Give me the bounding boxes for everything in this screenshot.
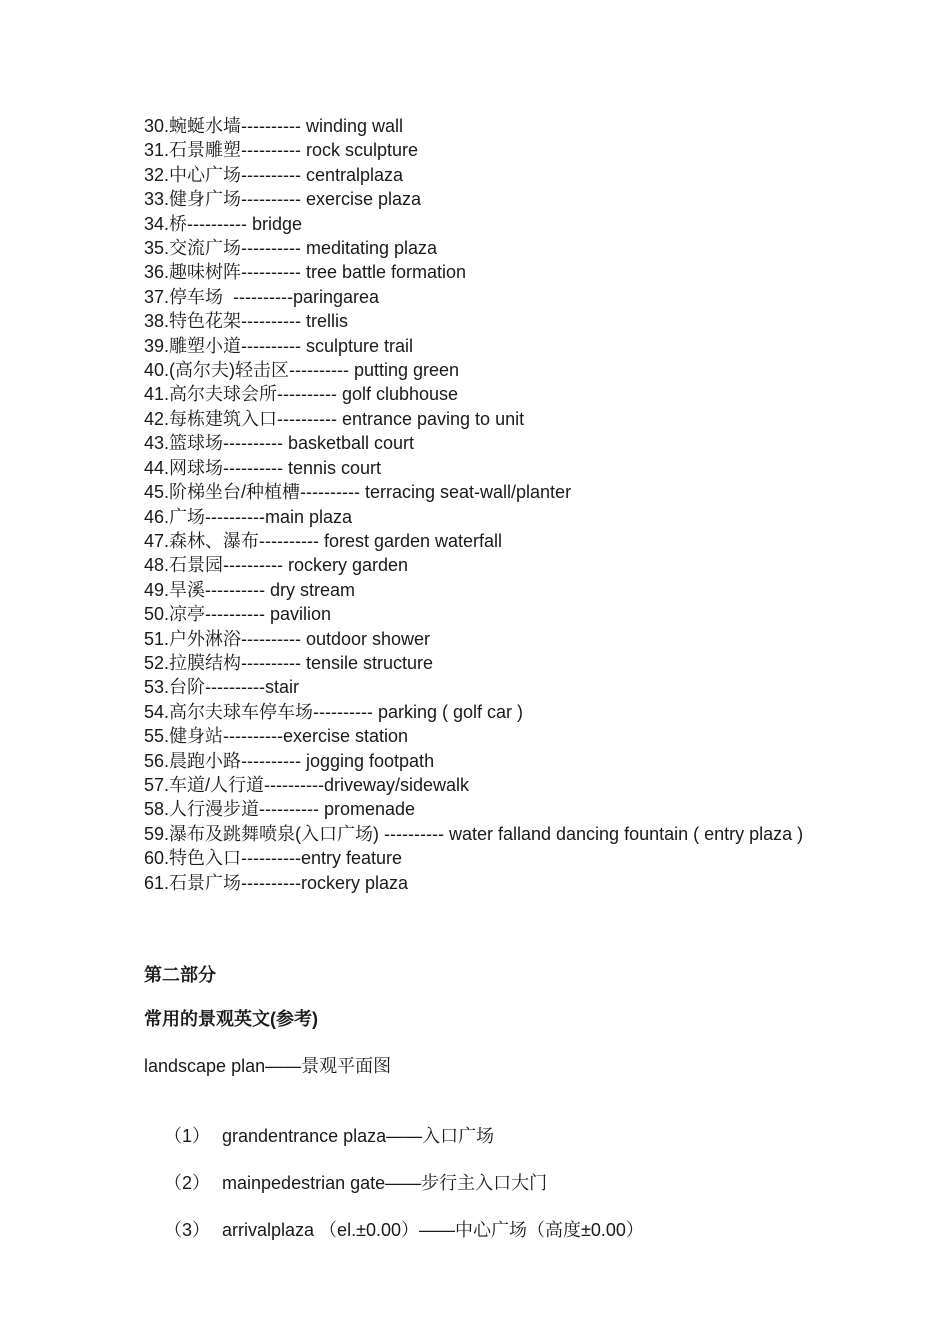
plan-item-text: grandentrance plaza——入口广场: [222, 1126, 495, 1146]
glossary-item-41: 41.高尔夫球会所---------- golf clubhouse: [144, 384, 459, 405]
glossary-item-38: 38.特色花架---------- trellis: [144, 311, 348, 332]
glossary-item-52: 52.拉膜结构---------- tensile structure: [144, 652, 434, 673]
glossary-item-50: 50.凉亭---------- pavilion: [144, 604, 332, 625]
glossary-item-42: 42.每栋建筑入口---------- entrance paving to unit: [144, 408, 525, 429]
glossary-item-39: 39.雕塑小道---------- sculpture trail: [144, 335, 414, 356]
glossary-item-35: 35.交流广场---------- meditating plaza: [144, 238, 438, 259]
section-heading-part-two: 第二部分: [144, 965, 216, 985]
glossary-item-61: 61.石景广场----------rockery plaza: [144, 872, 409, 893]
glossary-item-36: 36.趣味树阵---------- tree battle formation: [144, 262, 467, 283]
glossary-item-60: 60.特色入口----------entry feature: [144, 848, 403, 869]
plan-item-text: arrivalplaza （el.±0.00）——中心广场（高度±0.00）: [222, 1220, 644, 1240]
plan-title: landscape plan——景观平面图: [144, 1056, 392, 1076]
glossary-item-54: 54.高尔夫球车停车场---------- parking ( golf car ): [144, 701, 524, 722]
plan-item: [144, 1194, 644, 1266]
glossary-item-32: 32.中心广场---------- centralplaza: [144, 164, 404, 185]
section-heading-reference: 常用的景观英文(参考): [144, 1009, 318, 1029]
glossary-item-40: 40.(高尔夫)轻击区---------- putting green: [144, 360, 460, 381]
glossary-list: [144, 114, 804, 895]
glossary-item-51: 51.户外淋浴---------- outdoor shower: [144, 628, 431, 649]
glossary-item-31: 31.石景雕塑---------- rock sculpture: [144, 140, 419, 161]
plan-item-number: （3）: [164, 1220, 211, 1240]
glossary-item-33: 33.健身广场---------- exercise plaza: [144, 189, 422, 210]
glossary-item-43: 43.篮球场---------- basketball court: [144, 433, 415, 454]
glossary-item-47: 47.森林、瀑布---------- forest garden waterfall: [144, 530, 503, 551]
glossary-item-57: 57.车道/人行道----------driveway/sidewalk: [144, 774, 470, 795]
glossary-item-49: 49.旱溪---------- dry stream: [144, 579, 355, 600]
glossary-item-56: 56.晨跑小路---------- jogging footpath: [144, 750, 435, 771]
glossary-item-30: 30.蜿蜒水墙---------- winding wall: [144, 116, 404, 136]
glossary-item-44: 44.网球场---------- tennis court: [144, 457, 382, 478]
glossary-item-46: 46.广场----------main plaza: [144, 506, 353, 527]
plan-item-text: mainpedestrian gate——步行主入口大门: [222, 1173, 548, 1193]
plan-item-number: （2）: [164, 1173, 211, 1193]
glossary-item-59: 59.瀑布及跳舞喷泉(入口广场) ---------- water falland dancing fountain ( entry plaza ): [144, 823, 804, 844]
glossary-item-37: 37.停车场 ----------paringarea: [144, 286, 380, 307]
glossary-item-58: 58.人行漫步道---------- promenade: [144, 799, 416, 820]
glossary-item-48: 48.石景园---------- rockery garden: [144, 555, 409, 576]
glossary-item-45: 45.阶梯坐台/种植槽---------- terracing seat-wall/planter: [144, 482, 572, 503]
glossary-item-34: 34.桥---------- bridge: [144, 213, 303, 234]
glossary-item-55: 55.健身站----------exercise station: [144, 726, 409, 747]
glossary-item-53: 53.台阶----------stair: [144, 677, 299, 698]
plan-item-number: （1）: [164, 1126, 211, 1146]
